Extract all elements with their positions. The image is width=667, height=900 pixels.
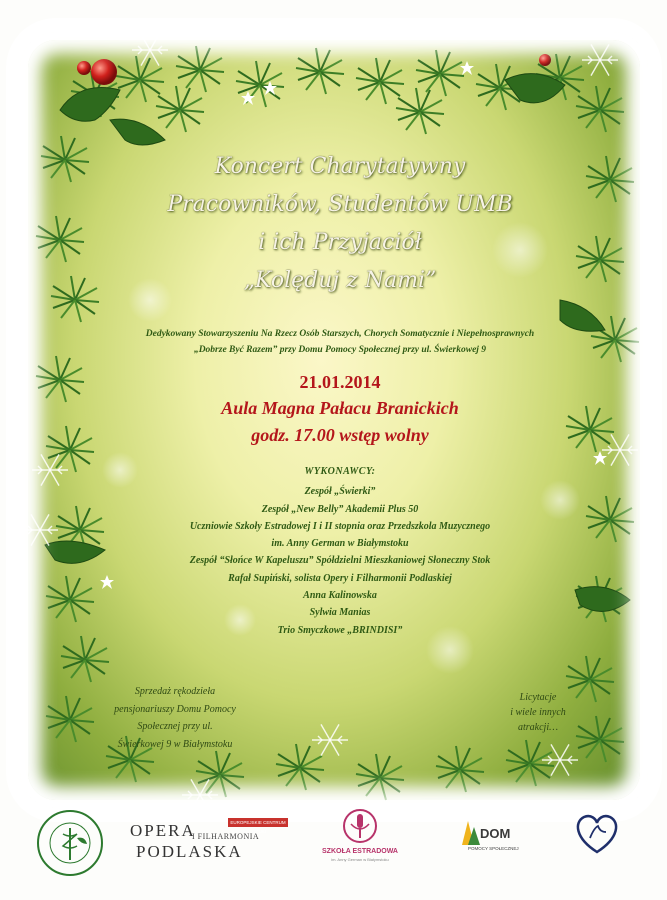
event-venue: Aula Magna Pałacu Branickich [221,398,459,418]
auction-note [478,690,598,735]
umb-seal-logo [35,808,105,878]
opera-small: I FILHARMONIA [192,832,260,841]
opera-line-2: PODLASKA [136,842,243,861]
performer-item: Zespół „Świerki” [304,486,376,498]
event-date: 21.01.2014 [299,372,381,392]
performer-item: Rafał Supiński, solista Opery i Filharmonii Podlaskiej [228,572,452,584]
performer-item: Sylwia Manias [309,607,371,619]
side-right-line: atrakcji… [518,722,558,733]
side-left-line: Świerkowej 9 w Białymstoku [117,738,233,750]
side-right-line: Licytacje [519,692,557,703]
performers-list [90,463,590,639]
title-line-3: i ich Przyjaciół [258,230,422,255]
opera-podlaska-logo [130,815,290,865]
dom-name: DOM [480,826,511,841]
szkola-line-2: im. Anny German w Białymstoku [331,857,389,862]
concert-title [80,148,600,300]
opera-bar: EUROPEJSKIE CENTRUM SZTUKI [228,818,288,827]
opera-line-1: OPERA [130,821,196,840]
heart-hand-logo [570,808,625,858]
side-left-line: pensjonariuszy Domu Pomocy [114,703,236,715]
dedication [60,326,620,358]
dom-sub: POMOCY SPOŁECZNEJ [468,846,519,851]
side-right-line: i wiele innych [510,707,566,718]
side-left-line: Sprzedaż rękodzieła [134,686,216,697]
szkola-estradowa-logo [315,808,405,868]
performer-item: Trio Smyczkowe „BRINDISI” [277,624,403,636]
side-left-line: Społecznej przy ul. [137,721,213,732]
handicraft-sale-note [100,683,250,753]
dedication-line-2: „Dobrze Być Razem” przy Domu Pomocy Społecznej przy ul. Świerkowej 9 [193,345,487,355]
szkola-line-1: SZKOŁA ESTRADOWA [322,848,398,855]
dom-pomocy-logo [460,815,530,860]
performers-heading: WYKONAWCY: [304,466,376,477]
title-line-4: „Kolęduj z Nami” [243,268,437,293]
title-line-1: Koncert Charytatywny [214,154,466,179]
performer-item: Zespół „New Belly” Akademii Plus 50 [261,503,419,515]
performer-item: Zespół “Słońce W Kapeluszu” Spółdzielni Mieszkaniowej Słoneczny Stok [189,555,491,567]
performer-item: Uczniowie Szkoły Estradowej I i II stopnia oraz Przedszkola Muzycznego [189,520,491,532]
dedication-line-1: Dedykowany Stowarzyszeniu Na Rzecz Osób Starszych, Chorych Somatycznie i Niepełnosprawnych [145,329,535,339]
performer-item: im. Anny German w Białymstoku [271,538,409,550]
title-line-2: Pracowników, Studentów UMB [167,192,513,217]
performer-item: Anna Kalinowska [303,590,377,602]
event-time: godz. 17.00 wstęp wolny [251,425,429,445]
